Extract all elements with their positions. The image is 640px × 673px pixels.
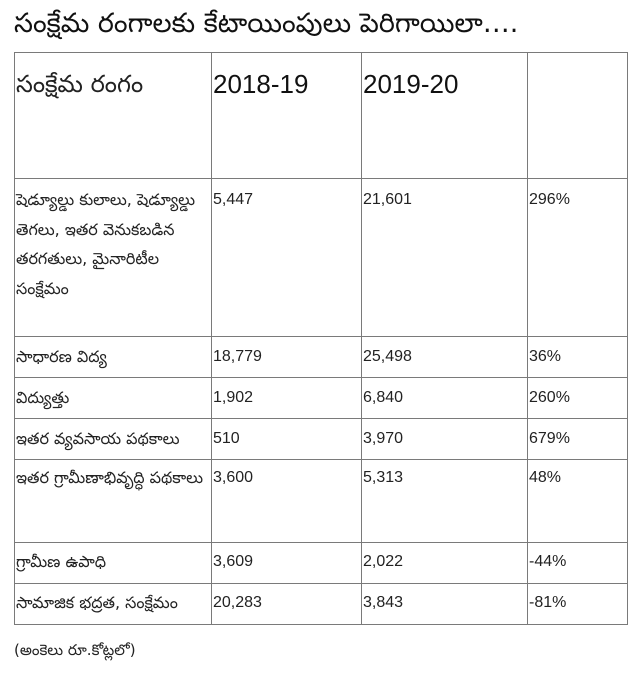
sector-cell: ఇతర వ్యవసాయ పథకాలు	[15, 419, 212, 460]
change-percent: 48%	[528, 460, 628, 543]
change-percent: 260%	[528, 378, 628, 419]
change-percent: -81%	[528, 584, 628, 625]
change-percent: 296%	[528, 179, 628, 337]
table-row	[15, 543, 628, 584]
change-percent: 36%	[528, 337, 628, 378]
table-row	[15, 179, 628, 337]
value-2018-19: 3,609	[212, 543, 362, 584]
sector-cell: షెడ్యూల్డు కులాలు, షెడ్యూల్డు తెగలు, ఇతర వెనుకబడిన తరగతులు, మైనారిటీల సంక్షేమం	[15, 179, 212, 337]
value-2018-19: 510	[212, 419, 362, 460]
value-2019-20: 5,313	[362, 460, 528, 543]
sector-cell: ఇతర గ్రామీణాభివృద్ధి పథకాలు	[15, 460, 212, 543]
value-2019-20: 25,498	[362, 337, 528, 378]
value-2018-19: 5,447	[212, 179, 362, 337]
value-2018-19: 20,283	[212, 584, 362, 625]
value-2019-20: 6,840	[362, 378, 528, 419]
value-2019-20: 21,601	[362, 179, 528, 337]
header-change	[528, 53, 628, 179]
value-2018-19: 3,600	[212, 460, 362, 543]
units-footnote: (అంకెలు రూ.కోట్లలో)	[14, 641, 136, 659]
table-row	[15, 584, 628, 625]
value-2018-19: 18,779	[212, 337, 362, 378]
table-row	[15, 378, 628, 419]
table-row	[15, 460, 628, 543]
value-2019-20: 3,970	[362, 419, 528, 460]
header-2018-19: 2018-19	[212, 53, 362, 179]
table-row	[15, 337, 628, 378]
table-row	[15, 419, 628, 460]
sector-cell: విద్యుత్తు	[15, 378, 212, 419]
sector-cell: సామాజిక భద్రత, సంక్షేమం	[15, 584, 212, 625]
header-2019-20: 2019-20	[362, 53, 528, 179]
value-2019-20: 2,022	[362, 543, 528, 584]
value-2019-20: 3,843	[362, 584, 528, 625]
header-sector: సంక్షేమ రంగం	[15, 53, 212, 179]
allocation-table	[14, 52, 628, 625]
sector-cell: గ్రామీణ ఉపాధి	[15, 543, 212, 584]
value-2018-19: 1,902	[212, 378, 362, 419]
change-percent: 679%	[528, 419, 628, 460]
table-header-row	[15, 53, 628, 179]
change-percent: -44%	[528, 543, 628, 584]
page-title: సంక్షేమ రంగాలకు కేటాయింపులు పెరిగాయిలా….	[14, 8, 519, 39]
sector-cell: సాధారణ విద్య	[15, 337, 212, 378]
